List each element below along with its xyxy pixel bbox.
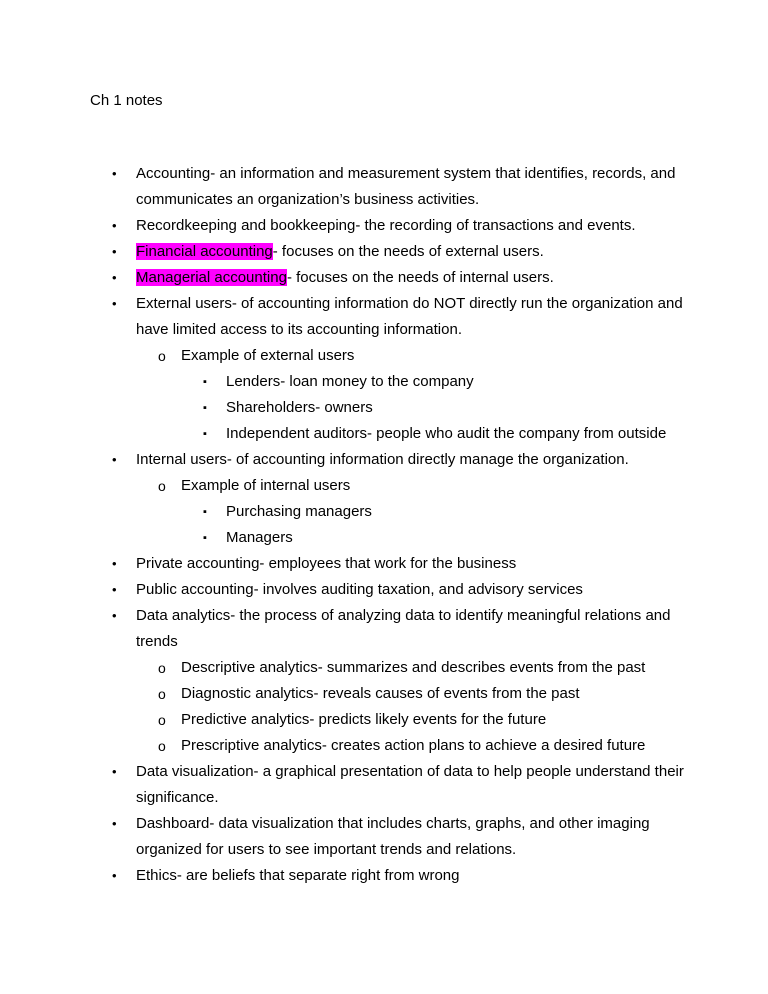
bullet-icon: • xyxy=(112,244,117,259)
list-item-external-users xyxy=(0,291,768,343)
list-item-text: Ethics- are beliefs that separate right from wrong xyxy=(136,867,460,884)
bullet-icon: • xyxy=(112,582,117,597)
list-item-text: Internal users- of accounting information directly manage the organization. xyxy=(136,451,629,468)
circle-bullet-icon: o xyxy=(158,712,166,728)
sub-item-text: Prescriptive analytics- creates action plans to achieve a desired future xyxy=(181,737,646,754)
list-item-managerial-accounting xyxy=(0,265,768,291)
bullet-icon: • xyxy=(112,556,117,571)
list-item-public-accounting xyxy=(0,577,768,603)
list-item-private-accounting xyxy=(0,551,768,577)
sub-sub-item-text: Independent auditors- people who audit the company from outside xyxy=(226,425,667,442)
sub-item-text: Example of internal users xyxy=(181,477,351,494)
bullet-icon: • xyxy=(112,764,117,779)
document-title: Ch 1 notes xyxy=(90,92,163,109)
list-item-dashboard xyxy=(0,811,768,863)
highlighted-term: Financial accounting xyxy=(136,243,273,260)
bullet-icon: • xyxy=(112,452,117,467)
sub-item-external-example xyxy=(0,343,768,369)
sub-item-text: Predictive analytics- predicts likely events for the future xyxy=(181,711,547,728)
square-bullet-icon: ▪ xyxy=(203,428,207,440)
sub-sub-item xyxy=(0,369,768,395)
square-bullet-icon: ▪ xyxy=(203,402,207,414)
notes-list xyxy=(0,161,768,889)
circle-bullet-icon: o xyxy=(158,660,166,676)
circle-bullet-icon: o xyxy=(158,738,166,754)
circle-bullet-icon: o xyxy=(158,348,166,364)
list-item-text: Data visualization- a graphical presentation of data to help people understand their significance. xyxy=(136,763,684,806)
sub-sub-item-text: Shareholders- owners xyxy=(226,399,373,416)
list-item-financial-accounting xyxy=(0,239,768,265)
highlighted-term: Managerial accounting xyxy=(136,269,287,286)
square-bullet-icon: ▪ xyxy=(203,532,207,544)
bullet-icon: • xyxy=(112,270,117,285)
sub-sub-item xyxy=(0,499,768,525)
bullet-icon: • xyxy=(112,218,117,233)
list-item-text: - focuses on the needs of external users. xyxy=(272,243,544,260)
sub-item-analytics-type xyxy=(0,733,768,759)
bullet-icon: • xyxy=(112,816,117,831)
list-item-accounting xyxy=(0,161,768,213)
list-item-text: Recordkeeping and bookkeeping- the recording of transactions and events. xyxy=(136,217,636,234)
bullet-icon: • xyxy=(112,608,117,623)
sub-item-text: Descriptive analytics- summarizes and describes events from the past xyxy=(181,659,646,676)
sub-item-analytics-type xyxy=(0,707,768,733)
circle-bullet-icon: o xyxy=(158,686,166,702)
list-item-text: Private accounting- employees that work for the business xyxy=(136,555,517,572)
bullet-icon: • xyxy=(112,166,117,181)
list-item-text: Public accounting- involves auditing taxation, and advisory services xyxy=(136,581,583,598)
sub-item-text: Diagnostic analytics- reveals causes of events from the past xyxy=(181,685,580,702)
sub-sub-item xyxy=(0,525,768,551)
sub-sub-item xyxy=(0,421,768,447)
sub-item-analytics-type xyxy=(0,681,768,707)
list-item-data-visualization xyxy=(0,759,768,811)
list-item-internal-users xyxy=(0,447,768,473)
sub-item-analytics-type xyxy=(0,655,768,681)
list-item-text: Dashboard- data visualization that includes charts, graphs, and other imaging organized for users to see important trends and relations. xyxy=(136,815,650,858)
sub-sub-item-text: Managers xyxy=(226,529,293,546)
list-item-text: External users- of accounting information do NOT directly run the organization and have limited access to its accounting information. xyxy=(136,295,683,338)
list-item-text: Data analytics- the process of analyzing data to identify meaningful relations and trends xyxy=(136,607,671,650)
sub-sub-item xyxy=(0,395,768,421)
sub-item-internal-example xyxy=(0,473,768,499)
bullet-icon: • xyxy=(112,868,117,883)
sub-item-text: Example of external users xyxy=(181,347,355,364)
list-item-ethics xyxy=(0,863,768,889)
sub-sub-item-text: Lenders- loan money to the company xyxy=(226,373,474,390)
square-bullet-icon: ▪ xyxy=(203,506,207,518)
list-item-data-analytics xyxy=(0,603,768,655)
sub-sub-item-text: Purchasing managers xyxy=(226,503,372,520)
list-item-text: Accounting- an information and measurement system that identifies, records, and communicates an organization’s business activities. xyxy=(136,165,676,208)
bullet-icon: • xyxy=(112,296,117,311)
square-bullet-icon: ▪ xyxy=(203,376,207,388)
list-item-text: - focuses on the needs of internal users. xyxy=(286,269,554,286)
circle-bullet-icon: o xyxy=(158,478,166,494)
list-item-recordkeeping xyxy=(0,213,768,239)
